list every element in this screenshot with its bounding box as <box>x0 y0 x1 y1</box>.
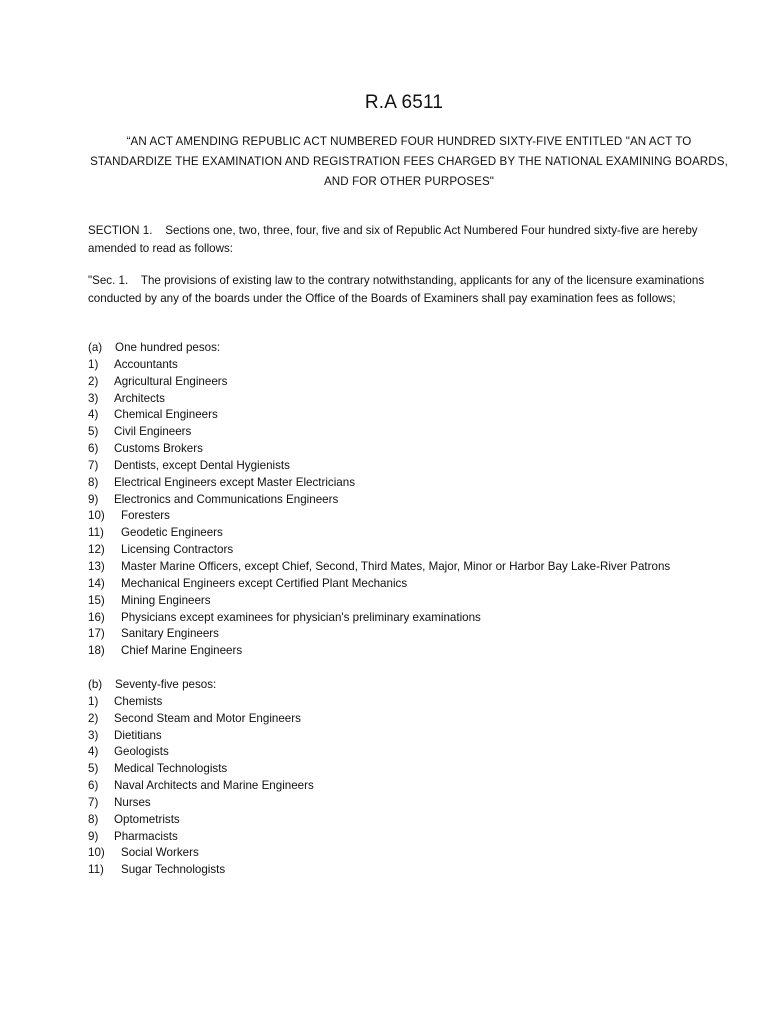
list-item-text: Geodetic Engineers <box>121 526 223 540</box>
list-item-number: 6) <box>88 442 99 456</box>
list-item-text: Pharmacists <box>114 829 178 843</box>
list-item-number: 16) <box>88 610 105 624</box>
list-item <box>88 610 748 627</box>
list-item <box>88 593 748 610</box>
list-item <box>88 829 748 846</box>
list-item-number: 10) <box>88 846 105 860</box>
section-1-paragraph: SECTION 1. Sections one, two, three, four, five and six of Republic Act Numbered Four hundred sixty-five are hereby amended to read as follows: <box>88 224 701 255</box>
list-item-text: Nurses <box>114 795 151 809</box>
list-item-text: Mining Engineers <box>121 593 211 607</box>
list-item <box>88 761 748 778</box>
list-item-number: 2) <box>88 374 99 388</box>
list-item <box>88 643 748 660</box>
list-item <box>88 862 748 879</box>
list-item <box>88 626 748 643</box>
list-item-number: 18) <box>88 644 105 658</box>
list-item <box>88 475 748 492</box>
list-item-text: Foresters <box>121 509 170 523</box>
list-item <box>88 576 748 593</box>
list-item-text: Chief Marine Engineers <box>121 644 243 658</box>
list-item <box>88 458 748 475</box>
list-item-text: Naval Architects and Marine Engineers <box>114 779 314 793</box>
list-item-text: Agricultural Engineers <box>114 374 228 388</box>
list-item <box>88 812 748 829</box>
list-item-text: Licensing Contractors <box>121 543 234 557</box>
list-item <box>88 845 748 862</box>
list-item-number: 8) <box>88 812 99 826</box>
list-item-text: Optometrists <box>114 812 180 826</box>
list-item-number: 11) <box>88 526 104 540</box>
list-item-text: Accountants <box>114 357 178 371</box>
list-item-number: 17) <box>88 627 105 641</box>
list-item <box>88 492 748 509</box>
list-b-items <box>88 694 748 879</box>
fee-list-a <box>88 340 748 660</box>
list-item-text: Geologists <box>114 745 169 759</box>
list-item-text: Sugar Technologists <box>121 863 226 877</box>
list-item <box>88 694 748 711</box>
list-item-number: 9) <box>88 492 99 506</box>
list-item <box>88 542 748 559</box>
list-item-text: Customs Brokers <box>114 442 203 456</box>
list-item-text: Chemists <box>114 694 163 708</box>
list-item-number: 11) <box>88 863 104 877</box>
list-item-number: 14) <box>88 576 105 590</box>
list-item-number: 2) <box>88 711 99 725</box>
list-item-number: 3) <box>88 728 99 742</box>
list-item <box>88 778 748 795</box>
fee-list-b <box>88 677 748 879</box>
list-item-number: 9) <box>88 829 99 843</box>
document-subtitle: “AN ACT AMENDING REPUBLIC ACT NUMBERED FOUR HUNDRED SIXTY-FIVE ENTITLED "AN ACT TO STANDARDIZE THE EXAMINATION AND REGISTRATION FEES CHARGED BY THE NATIONAL EXAMINING BOARDS, AND FOR OTHER PURPOSES" <box>90 135 728 188</box>
list-item-text: Mechanical Engineers except Certified Plant Mechanics <box>121 576 408 590</box>
list-item-number: 8) <box>88 475 99 489</box>
list-item-text: Electronics and Communications Engineers <box>114 492 339 506</box>
list-item-number: 7) <box>88 458 99 472</box>
document-title: R.A 6511 <box>364 92 444 113</box>
list-item-text: Chemical Engineers <box>114 408 218 422</box>
list-item-number: 15) <box>88 593 105 607</box>
list-a-heading: (a) One hundred pesos: <box>88 341 221 354</box>
list-item <box>88 728 748 745</box>
list-item <box>88 508 748 525</box>
list-item-number: 5) <box>88 762 99 776</box>
list-item-number: 13) <box>88 559 105 573</box>
list-item-number: 6) <box>88 779 99 793</box>
list-item <box>88 711 748 728</box>
list-item-text: Sanitary Engineers <box>121 627 219 641</box>
list-item-text: Physicians except examinees for physician's preliminary examinations <box>121 610 481 624</box>
list-item <box>88 559 748 576</box>
list-item <box>88 357 748 374</box>
list-item <box>88 407 748 424</box>
list-item <box>88 744 748 761</box>
list-item-number: 1) <box>88 694 99 708</box>
list-item-text: Social Workers <box>121 846 199 860</box>
list-item-text: Master Marine Officers, except Chief, Second, Third Mates, Major, Minor or Harbor Bay Lake-River Patrons <box>121 559 671 573</box>
list-item-number: 4) <box>88 408 99 422</box>
list-item-number: 4) <box>88 745 99 759</box>
list-item-text: Medical Technologists <box>114 762 228 776</box>
sec-1-paragraph: "Sec. 1. The provisions of existing law to the contrary notwithstanding, applicants for any of the licensure examinations conducted by any of the boards under the Office of the Boards of Examiners shall pay examination fees as follows; <box>88 274 708 305</box>
list-item-number: 12) <box>88 543 105 557</box>
list-item <box>88 391 748 408</box>
list-item <box>88 424 748 441</box>
list-item-text: Dietitians <box>114 728 162 742</box>
list-item-text: Electrical Engineers except Master Electricians <box>114 475 355 489</box>
list-item-text: Civil Engineers <box>114 425 192 439</box>
list-item-number: 7) <box>88 795 99 809</box>
list-item-number: 5) <box>88 425 99 439</box>
list-item-text: Second Steam and Motor Engineers <box>114 711 301 725</box>
list-item-number: 10) <box>88 509 105 523</box>
list-item-text: Dentists, except Dental Hygienists <box>114 458 290 472</box>
list-b-heading: (b) Seventy-five pesos: <box>88 678 217 691</box>
list-item-number: 3) <box>88 391 99 405</box>
list-item <box>88 525 748 542</box>
list-item <box>88 795 748 812</box>
list-item-text: Architects <box>114 391 165 405</box>
list-item-number: 1) <box>88 357 99 371</box>
list-item <box>88 374 748 391</box>
list-item <box>88 441 748 458</box>
list-a-items <box>88 357 748 660</box>
